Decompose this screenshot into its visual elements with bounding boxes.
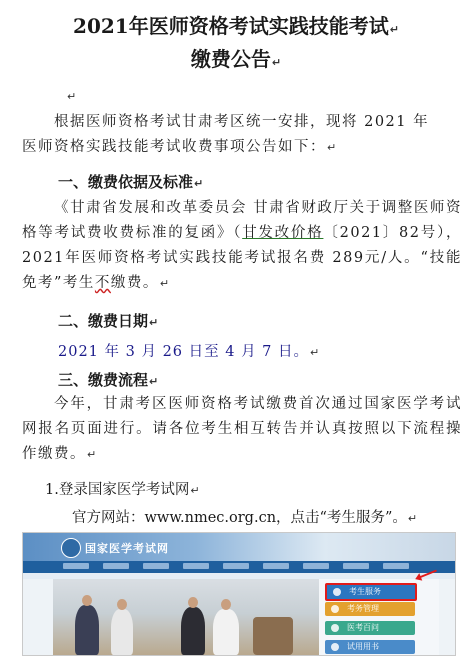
spellcheck-word: 不 [94, 275, 111, 291]
intro-paragraph: 根据医师资格考试甘肃考区统一安排，现将 2021 年 医师资格实践技能考试收费事项公告如下：↵ [22, 114, 430, 155]
section-heading-date: 二、缴费日期↵ [58, 312, 159, 330]
paragraph-mark: ↵ [389, 23, 399, 36]
intro-line1: 根据医师资格考试甘肃考区统一安排，现将 2021 年 [54, 114, 430, 130]
site-name: 国家医学考试网 [85, 542, 169, 555]
intro-line2: 医师资格实践技能考试收费事项公告如下： [22, 139, 326, 155]
paragraph-mark: ↵ [271, 56, 282, 69]
site-logo-icon [61, 538, 81, 558]
step-1: 1.登录国家医学考试网↵ [45, 482, 200, 498]
site-nav-bar [23, 561, 455, 573]
user-icon [333, 588, 341, 596]
doc-number: 甘发改价格 [242, 225, 324, 241]
settings-icon [331, 605, 339, 613]
page-title-line1: 2021年医师资格考试实践技能考试↵ [73, 14, 399, 38]
page-title-line2: 缴费公告↵ [190, 47, 282, 71]
question-icon [331, 624, 339, 632]
basis-paragraph: 《甘肃省发展和改革委员会 甘肃省财政厅关于调整医师资格等考试费收费标准的复函》（甘发改价格〔2021〕82号），2021年医师资格考试实践技能考试报名费 289元/人。“技能免考”考生不缴费。↵ [22, 200, 462, 291]
payment-date: 2021 年 3 月 26 日至 4 月 7 日。↵ [58, 344, 321, 360]
section-heading-process: 三、缴费流程↵ [58, 371, 159, 389]
candidate-service-button[interactable]: 考生服务 [325, 583, 417, 601]
website-line: 官方网站：www.nmec.org.cn，点击“考生服务”。↵ [72, 510, 418, 526]
empty-paragraph: ↵ [67, 90, 77, 103]
meeting-photo [53, 579, 323, 655]
site-banner [23, 533, 455, 561]
faq-button[interactable]: 医考百问 [325, 621, 415, 635]
process-paragraph: 今年，甘肃考区医师资格考试缴费首次通过国家医学考试网报名页面进行。请各位考生相互转告并认真按照以下流程操作缴费。↵ [22, 396, 462, 462]
section-heading-basis: 一、缴费依据及标准↵ [58, 173, 204, 191]
books-button[interactable]: 试用用书 [325, 640, 415, 654]
book-icon [331, 643, 339, 651]
exam-management-button[interactable]: 考务管理 [325, 602, 415, 616]
website-screenshot [22, 532, 456, 656]
service-panel [319, 579, 439, 655]
